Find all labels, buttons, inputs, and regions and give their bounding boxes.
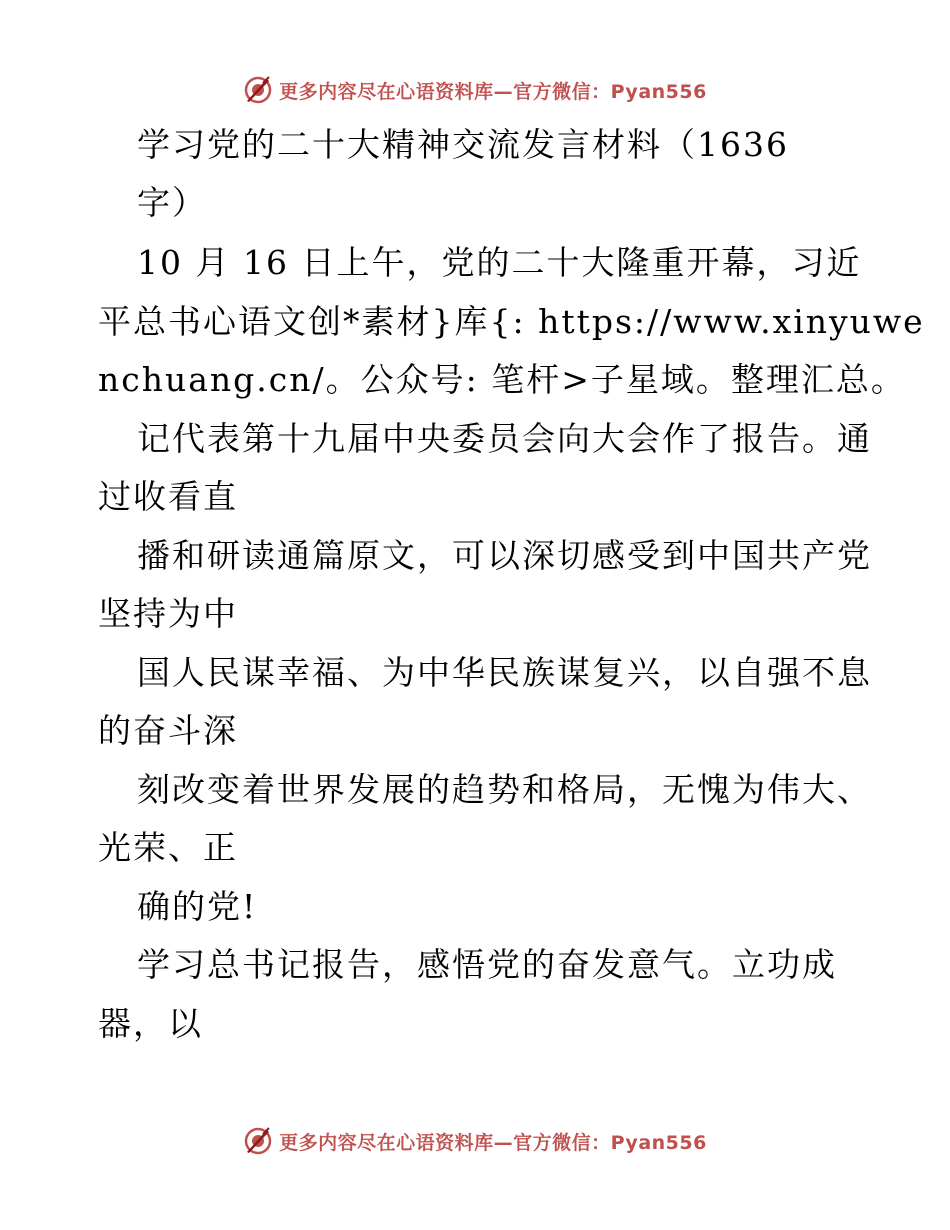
paragraph-line: 坚持为中 [98, 594, 238, 633]
paragraph-line: 记代表第十九届中央委员会向大会作了报告。通 [137, 419, 872, 458]
paragraph-line: 平总书心语文创*素材}库{: https://www.xinyuwe [98, 302, 925, 341]
paragraph-line: 学习总书记报告，感悟党的奋发意气。立功成 [137, 945, 837, 984]
paragraph-line: 播和研读通篇原文，可以深切感受到中国共产党 [137, 536, 872, 575]
paragraph-line: 刻改变着世界发展的趋势和格局，无愧为伟大、 [137, 770, 872, 809]
paragraph-line: 确的党! [137, 887, 258, 926]
paragraph-line: 光荣、正 [98, 828, 238, 867]
header-banner [0, 70, 950, 110]
paragraph-line: 国人民谋幸福、为中华民族谋复兴，以自强不息 [137, 653, 872, 692]
footer-banner-text: 更多内容尽在心语资料库—官方微信：Pyan556 [279, 1131, 707, 1154]
paragraph-line: nchuang.cn/。公众号: 笔杆>子星域。整理汇总。 [98, 360, 906, 399]
paragraph-line: 过收看直 [98, 477, 238, 516]
footer-banner [0, 1121, 950, 1161]
document-title-line-1: 学习党的二十大精神交流发言材料（1636 [137, 125, 789, 164]
paragraph-line: 器，以 [98, 1004, 203, 1043]
paragraph-line: 的奋斗深 [98, 711, 238, 750]
quill-pen-seal-icon [243, 75, 273, 105]
paragraph-line: 10 月 16 日上午，党的二十大隆重开幕，习近 [137, 243, 862, 282]
header-banner-text: 更多内容尽在心语资料库—官方微信：Pyan556 [279, 80, 707, 103]
document-title-line-2: 字） [137, 183, 207, 222]
quill-pen-seal-icon [243, 1126, 273, 1156]
